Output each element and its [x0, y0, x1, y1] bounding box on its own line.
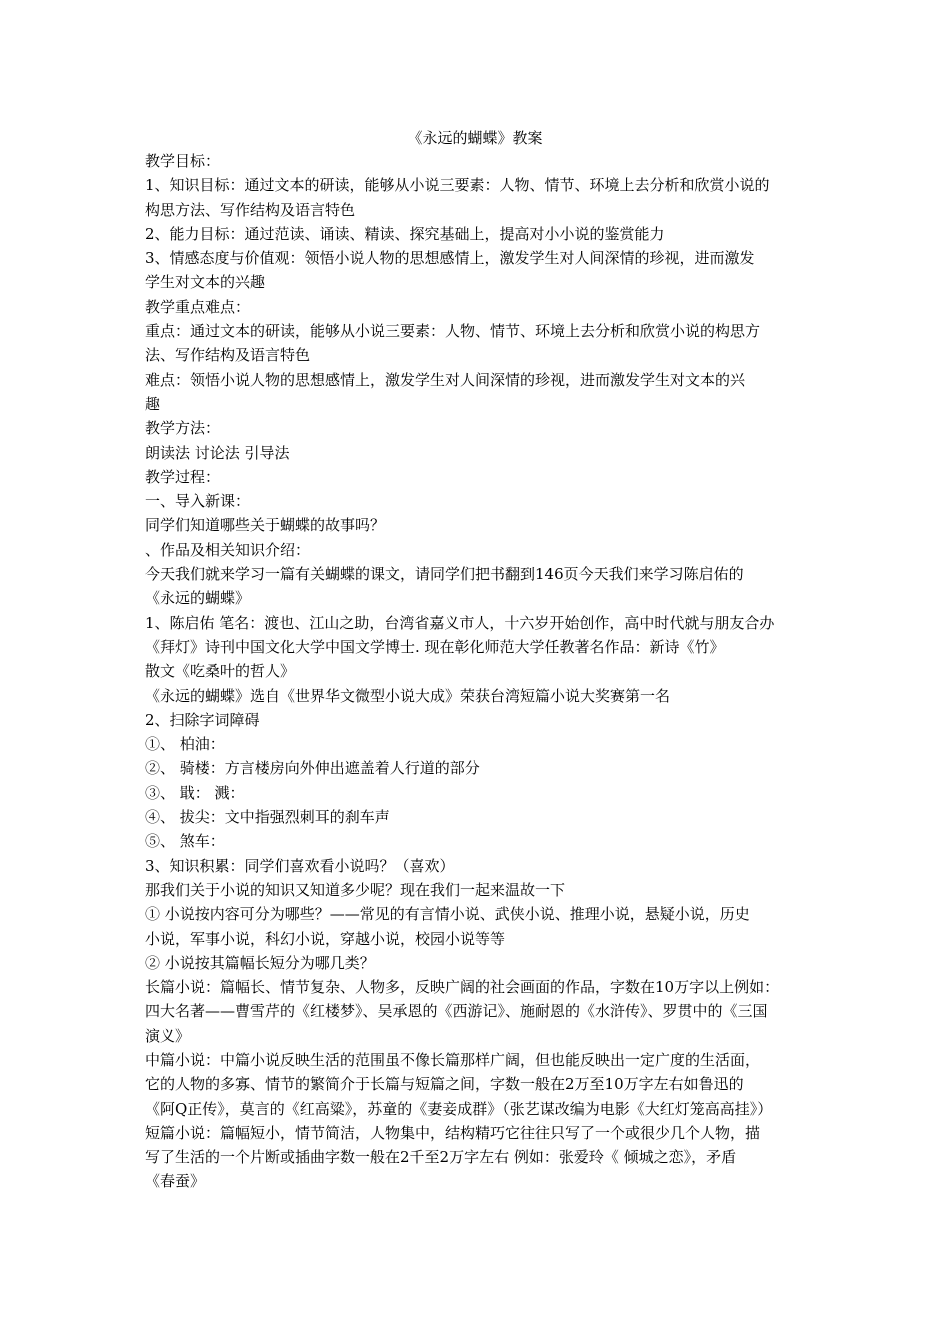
text-line: 3、知识积累：同学们喜欢看小说吗？（喜欢）	[145, 856, 455, 875]
text-line: 教学方法：	[145, 419, 221, 438]
text-line: ① 小说按内容可分为哪些？——常见的有言情小说、武侠小说、推理小说，悬疑小说，历史	[145, 905, 750, 924]
text-line: 《春蚕》	[145, 1172, 206, 1191]
text-line: 中篇小说：中篇小说反映生活的范围虽不像长篇那样广阔，但也能反映出一定广度的生活面，	[145, 1050, 761, 1069]
text-line: 《永远的蝴蝶》	[145, 589, 251, 608]
text-line: 《拜灯》诗刊中国文化大学中国文学博士. 现在彰化师范大学任教著名作品：新诗《竹》	[145, 637, 725, 656]
text-line: ①、 柏油：	[145, 735, 225, 754]
text-line: 长篇小说：篇幅长、情节复杂、人物多，反映广阔的社会画面的作品，字数在10万字以上例如：	[145, 978, 780, 997]
text-line: 同学们知道哪些关于蝴蝶的故事吗？	[145, 516, 386, 535]
text-line: 3、情感态度与价值观：领悟小说人物的思想感情上，激发学生对人间深情的珍视，进而激发	[145, 249, 755, 268]
text-line: 重点：通过文本的研读，能够从小说三要素：人物、情节、环境上去分析和欣赏小说的构思方	[145, 322, 761, 341]
text-line: 1、陈启佑 笔名：渡也、江山之助，台湾省嘉义市人，十六岁开始创作，高中时代就与朋友合办	[145, 613, 775, 632]
text-line: ⑤、 煞车：	[145, 832, 225, 851]
text-line: 2、能力目标：通过范读、诵读、精读、探究基础上，提高对小小说的鉴赏能力	[145, 224, 665, 243]
text-line: 、作品及相关知识介绍：	[145, 540, 311, 559]
text-line: 四大名著——曹雪芹的《红楼梦》、吴承恩的《西游记》、施耐恩的《水浒传》、罗贯中的《三国	[145, 1002, 768, 1021]
text-line: 小说，军事小说，科幻小说，穿越小说，校园小说等等	[145, 929, 506, 948]
text-line: 今天我们就来学习一篇有关蝴蝶的课文，请同学们把书翻到146页今天我们来学习陈启佑的	[145, 565, 744, 584]
text-line: 朗读法 讨论法 引导法	[145, 443, 290, 462]
text-line: 法、写作结构及语言特色	[145, 346, 311, 365]
text-line: 那我们关于小说的知识又知道多少呢？现在我们一起来温故一下	[145, 880, 566, 899]
text-line: 2、扫除字词障碍	[145, 710, 260, 729]
text-line: 它的人物的多寡、情节的繁简介于长篇与短篇之间，字数一般在2万至10万字左右如鲁迅的	[145, 1075, 744, 1094]
text-line: 写了生活的一个片断或插曲字数一般在2千至2万字左右 例如：张爱玲《 倾城之恋》，矛盾	[145, 1148, 737, 1167]
text-line: 难点：领悟小说人物的思想感情上，激发学生对人间深情的珍视，进而激发学生对文本的兴	[145, 370, 746, 389]
document-body	[145, 149, 815, 1194]
text-line: 一、导入新课：	[145, 492, 251, 511]
text-line: 教学重点难点：	[145, 297, 251, 316]
text-line: 散文《吃桑叶的哲人》	[145, 662, 296, 681]
text-line: ③、 戢： 溅：	[145, 783, 245, 802]
text-line: 演义》	[145, 1026, 191, 1045]
text-line: 《永远的蝴蝶》选自《世界华文微型小说大成》荣获台湾短篇小说大奖赛第一名	[145, 686, 671, 705]
text-line: 趣	[145, 394, 161, 413]
text-line: ②、 骑楼：方言楼房向外伸出遮盖着人行道的部分	[145, 759, 480, 778]
document-title: 《永远的蝴蝶》教案	[407, 129, 543, 147]
text-line: 《阿Q正传》，莫言的《红高粱》，苏童的《妻妾成群》（张艺谋改编为电影《大红灯笼高高挂》）	[145, 1099, 773, 1118]
text-line: 教学目标：	[145, 152, 221, 170]
text-line: ④、 拔尖：文中指强烈刺耳的刹车声	[145, 808, 390, 827]
text-line: 学生对文本的兴趣	[145, 273, 266, 292]
text-line: 教学过程：	[145, 467, 221, 486]
text-line: 构思方法、写作结构及语言特色	[145, 200, 356, 219]
text-line: 短篇小说：篇幅短小，情节简洁，人物集中，结构精巧它往往只写了一个或很少几个人物，描	[145, 1123, 761, 1142]
text-line: 1、知识目标：通过文本的研读，能够从小说三要素：人物、情节、环境上去分析和欣赏小说的	[145, 176, 770, 195]
text-line: ② 小说按其篇幅长短分为哪几类？	[145, 953, 375, 972]
